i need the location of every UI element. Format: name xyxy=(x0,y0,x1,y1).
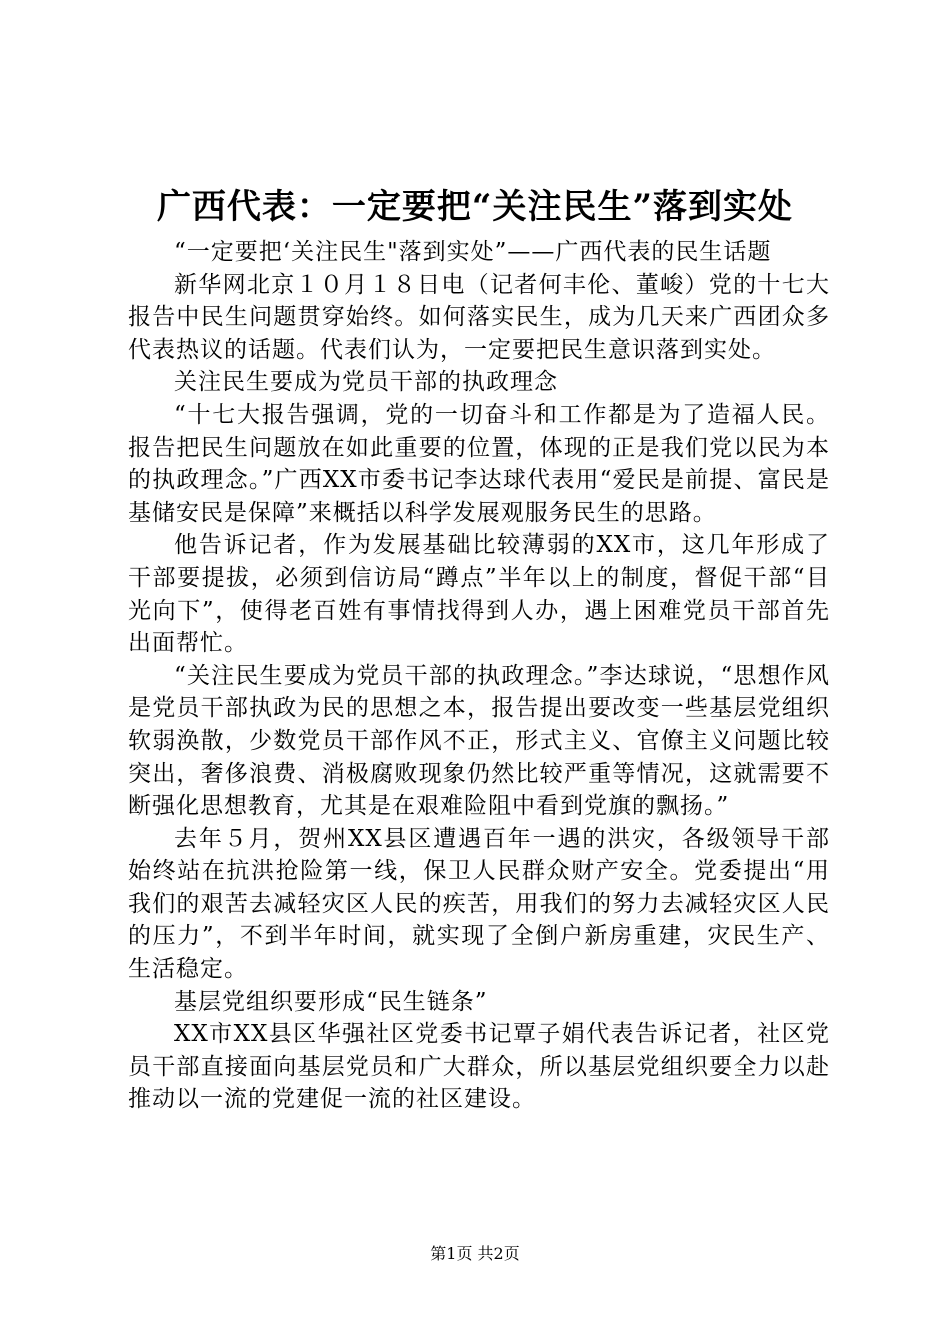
community-paragraph: XX市XX县区华强社区党委书记覃子娟代表告诉记者，社区党员干部直接面向基层党员和广大群众，所以基层党组织要全力以赴推动以一流的党建促一流的社区建设。 xyxy=(128,1021,830,1113)
news-lead-paragraph: 新华网北京１０月１８日电（记者何丰伦、董峻）党的十七大报告中民生问题贯穿始终。如何落实民生，成为几天来广西团众多代表热议的话题。代表们认为，一定要把民生意识落到实处。 xyxy=(128,271,830,363)
section-heading-chain: 基层党组织要形成“民生链条” xyxy=(174,988,488,1015)
quote-paragraph: “十七大报告强调，党的一切奋斗和工作都是为了造福人民。报告把民生问题放在如此重要的位置，体现的正是我们党以民为本的执政理念。”广西XX市委书记李达球代表用“爱民是前提、富民是基储安民是保障”来概括以科学发展观服务民生的思路。 xyxy=(128,401,830,526)
section-heading-governance: 关注民生要成为党员干部的执政理念 xyxy=(174,369,558,396)
document-title: 广西代表：一定要把“关注民生”落到实处 xyxy=(156,187,794,227)
document-body xyxy=(128,236,830,1116)
practice-paragraph: 他告诉记者，作为发展基础比较薄弱的XX市，这几年形成了干部要提拔，必须到信访局“蹲点”半年以上的制度，督促干部“目光向下”，使得老百姓有事情找得到人办，遇上困难党员干部首先出面帮忙。 xyxy=(128,532,830,657)
page-number-footer: 第1页 共2页 xyxy=(430,1244,520,1263)
flood-relief-paragraph: 去年５月，贺州XX县区遭遇百年一遇的洪灾，各级领导干部始终站在抗洪抢险第一线，保卫人民群众财产安全。党委提出“用我们的艰苦去减轻灾区人民的疾苦，用我们的努力去减轻灾区人民的压力”，不到半年时间，就实现了全倒户新房重建，灾民生产、生活稳定。 xyxy=(128,825,830,983)
statement-paragraph: “关注民生要成为党员干部的执政理念。”李达球说，“思想作风是党员干部执政为民的思想之本，报告提出要改变一些基层党组织软弱涣散，少数党员干部作风不正，形式主义、官僚主义问题比较突出，奢侈浪费、消极腐败现象仍然比较严重等情况，这就需要不断强化思想教育，尤其是在艰难险阻中看到党旗的飘扬。” xyxy=(128,662,830,820)
intro-paragraph: “一定要把‘关注民生"落到实处”——广西代表的民生话题 xyxy=(174,239,772,265)
